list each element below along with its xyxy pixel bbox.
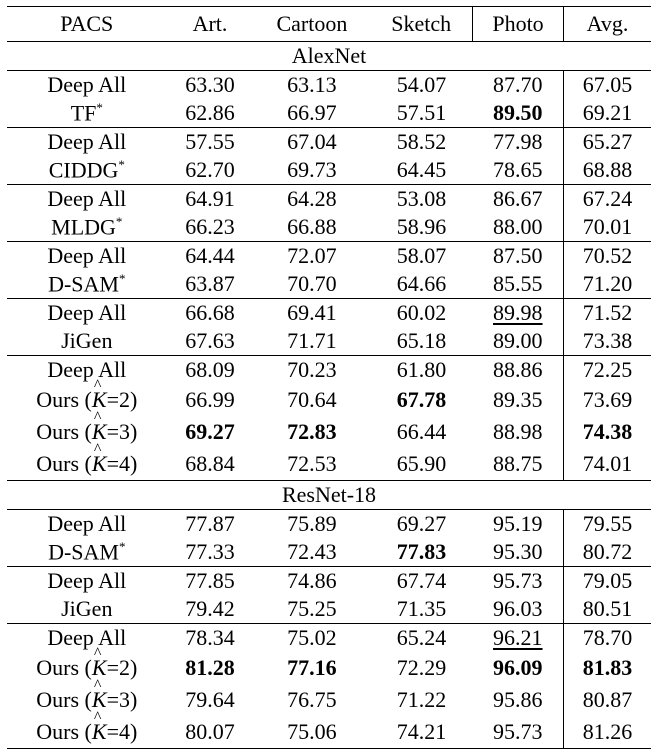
avg-value-text: 81.83 (582, 655, 633, 680)
method-mark: * (118, 538, 126, 554)
cartoon-value: 70.70 (287, 271, 337, 296)
cartoon-value (253, 416, 370, 448)
backbone-row (7, 481, 651, 510)
table-row (7, 99, 651, 128)
k-value: 4 (118, 719, 130, 744)
cartoon-value: 64.28 (253, 185, 370, 214)
art-value: 64.44 (167, 242, 254, 271)
cartoon-value: 69.73 (287, 157, 337, 182)
avg-value: 79.05 (563, 567, 651, 596)
method-name: CIDDG (48, 157, 119, 183)
art-value: 57.55 (167, 128, 254, 157)
method-name: Deep All (47, 625, 127, 650)
art-value: 77.87 (185, 511, 235, 536)
photo-value: 77.98 (473, 128, 564, 157)
sketch-value: 65.18 (396, 328, 447, 353)
cartoon-value: 70.23 (253, 356, 370, 385)
method-cell (7, 567, 167, 596)
photo-value: 96.03 (493, 596, 543, 621)
k-symbol: ^ K (92, 687, 107, 713)
cartoon-value: 69.41 (253, 299, 370, 328)
photo-value: 88.00 (493, 214, 543, 239)
sketch-value: 58.07 (370, 242, 472, 271)
method-cell (7, 99, 167, 128)
photo-value: 95.73 (473, 716, 564, 749)
avg-value: 78.70 (563, 624, 651, 653)
method-cell (7, 242, 167, 271)
method-name: Ours (36, 719, 80, 744)
art-value: 66.68 (167, 299, 254, 328)
photo-value: 95.73 (473, 567, 564, 596)
results-table (7, 6, 651, 749)
method-cell (7, 156, 167, 185)
photo-value (473, 99, 564, 128)
table-row (7, 356, 651, 385)
avg-value: 72.25 (563, 356, 651, 385)
art-value: 78.34 (167, 624, 254, 653)
table-row (7, 327, 651, 356)
avg-value: 81.26 (563, 716, 651, 749)
method-name: D-SAM (48, 539, 119, 565)
avg-value: 79.55 (563, 510, 651, 539)
method-cell: Ours (^ K=3) (7, 684, 167, 716)
avg-value: 69.21 (563, 99, 651, 128)
cartoon-value: 63.13 (287, 72, 337, 97)
header-row (7, 7, 651, 42)
sketch-value: 64.45 (396, 157, 447, 182)
header-art: Art. (167, 7, 254, 42)
k-value: 3 (118, 687, 130, 712)
avg-value: 73.38 (563, 327, 651, 356)
photo-value-text: 89.50 (493, 100, 543, 125)
sketch-value: 60.02 (370, 299, 472, 328)
method-mark: * (96, 99, 103, 115)
avg-value: 70.01 (563, 213, 651, 242)
sketch-value: 64.66 (396, 271, 447, 296)
art-value: 66.23 (185, 214, 235, 239)
art-value: 79.42 (185, 596, 235, 621)
sketch-value: 58.96 (396, 214, 447, 239)
table-row (7, 128, 651, 157)
method-name: Deep All (47, 300, 127, 325)
art-value: 64.91 (167, 185, 254, 214)
table-row (7, 652, 651, 684)
photo-value (473, 652, 564, 684)
avg-value: 80.51 (563, 595, 651, 624)
table-row (7, 716, 651, 749)
method-mark: * (115, 213, 123, 229)
cartoon-value: 74.86 (253, 567, 370, 596)
cartoon-value: 75.02 (253, 624, 370, 653)
photo-value: 95.30 (493, 539, 543, 564)
method-cell (7, 128, 167, 157)
table-row (7, 510, 651, 539)
art-value: 62.86 (185, 100, 235, 125)
method-cell (7, 185, 167, 214)
photo-value: 78.65 (493, 157, 543, 182)
photo-value: 89.00 (493, 328, 543, 353)
sketch-value: 67.74 (370, 567, 472, 596)
photo-value: 95.19 (493, 511, 543, 536)
avg-value: 73.69 (563, 384, 651, 416)
photo-value (473, 624, 564, 653)
method-cell (7, 213, 167, 242)
method-name: Deep All (47, 568, 127, 593)
art-value: 63.30 (185, 72, 235, 97)
k-symbol: ^ K (92, 419, 107, 445)
method-cell (7, 595, 167, 624)
table-row (7, 270, 651, 299)
method-cell (7, 356, 167, 385)
k-symbol: ^ K (92, 387, 107, 413)
table-row (7, 185, 651, 214)
photo-value: 89.35 (493, 387, 543, 412)
table-row (7, 416, 651, 448)
method-name: Deep All (47, 243, 127, 268)
cartoon-value: 72.53 (287, 451, 337, 476)
method-cell: Ours (^ K=2) (7, 652, 167, 684)
art-value (167, 652, 254, 684)
k-value: 2 (118, 655, 130, 680)
avg-value: 68.88 (563, 156, 651, 185)
cartoon-value: 71.71 (287, 328, 337, 353)
k-symbol: ^ K (92, 655, 107, 681)
cartoon-value-text: 72.83 (287, 419, 337, 444)
avg-value (563, 652, 651, 684)
sketch-value: 66.44 (396, 419, 447, 444)
cartoon-value: 76.75 (287, 687, 337, 712)
table-row (7, 384, 651, 416)
method-name: Deep All (47, 186, 127, 211)
art-value: 62.70 (185, 157, 235, 182)
table-row (7, 684, 651, 716)
sketch-value: 53.08 (370, 185, 472, 214)
cartoon-value: 72.43 (287, 539, 337, 564)
table-row (7, 567, 651, 596)
table-row (7, 448, 651, 481)
cartoon-value: 67.04 (253, 128, 370, 157)
photo-value: 87.50 (473, 242, 564, 271)
sketch-value-text: 67.78 (396, 387, 447, 412)
photo-value: 88.86 (473, 356, 564, 385)
backbone-row (7, 42, 651, 71)
header-sketch: Sketch (370, 7, 472, 42)
method-cell (7, 270, 167, 299)
method-name: TF (70, 100, 97, 126)
sketch-value: 61.80 (370, 356, 472, 385)
art-value: 80.07 (167, 716, 254, 749)
method-cell (7, 510, 167, 539)
header-avg: Avg. (563, 7, 651, 42)
table-row (7, 71, 651, 100)
cartoon-value: 66.97 (287, 100, 337, 125)
method-cell (7, 327, 167, 356)
photo-value (473, 299, 564, 328)
k-symbol: ^ K (92, 451, 107, 477)
avg-value: 80.87 (563, 684, 651, 716)
art-value: 63.87 (185, 271, 235, 296)
method-mark: * (118, 156, 125, 172)
table-row (7, 156, 651, 185)
method-name: Ours (36, 419, 80, 444)
avg-value: 71.20 (563, 270, 651, 299)
k-value: 4 (118, 451, 130, 476)
method-name: Ours (36, 655, 80, 680)
avg-value: 70.52 (563, 242, 651, 271)
avg-value-text: 74.38 (582, 419, 633, 444)
header-cartoon: Cartoon (253, 7, 370, 42)
method-mark: * (118, 270, 126, 286)
sketch-value: 72.29 (396, 655, 447, 680)
avg-value: 80.72 (563, 538, 651, 567)
method-name: Ours (36, 387, 80, 412)
art-value: 79.64 (185, 687, 235, 712)
avg-value: 74.01 (563, 448, 651, 481)
cartoon-value (253, 652, 370, 684)
art-value-text: 69.27 (185, 419, 235, 444)
sketch-value: 71.35 (396, 596, 447, 621)
method-name: Ours (36, 687, 80, 712)
sketch-value: 65.90 (396, 451, 447, 476)
cartoon-value: 66.88 (287, 214, 337, 239)
art-value: 77.85 (167, 567, 254, 596)
art-value: 66.99 (185, 387, 235, 412)
method-cell: Ours (^ K=3) (7, 416, 167, 448)
method-name: Deep All (47, 129, 127, 154)
method-cell: Ours (^ K=4) (7, 716, 167, 749)
method-cell (7, 538, 167, 567)
photo-value: 87.70 (493, 72, 543, 97)
avg-value: 65.27 (563, 128, 651, 157)
table-row (7, 624, 651, 653)
method-cell (7, 71, 167, 100)
art-value: 77.33 (185, 539, 235, 564)
photo-value: 88.75 (493, 451, 543, 476)
method-cell (7, 299, 167, 328)
art-value: 67.63 (185, 328, 235, 353)
sketch-value: 74.21 (370, 716, 472, 749)
cartoon-value: 72.07 (253, 242, 370, 271)
cartoon-value: 75.89 (287, 511, 337, 536)
avg-value: 67.05 (563, 71, 651, 100)
sketch-value (370, 384, 472, 416)
method-cell: Ours (^ K=4) (7, 448, 167, 481)
art-value (167, 416, 254, 448)
table-row (7, 242, 651, 271)
photo-value: 86.67 (473, 185, 564, 214)
method-cell: Ours (^ K=2) (7, 384, 167, 416)
method-name: Ours (36, 451, 80, 476)
method-name: Deep All (47, 357, 127, 382)
k-value: 3 (118, 419, 130, 444)
sketch-value: 57.51 (396, 100, 447, 125)
photo-value-text: 89.98 (493, 300, 543, 325)
method-name: Deep All (47, 72, 127, 97)
table-body (7, 42, 651, 749)
method-name: Deep All (47, 511, 127, 536)
photo-value: 95.86 (493, 687, 543, 712)
k-symbol: ^ K (92, 719, 107, 745)
method-name: JiGen (61, 596, 113, 621)
method-name: JiGen (61, 328, 113, 353)
cartoon-value-text: 77.16 (287, 655, 337, 680)
k-value: 2 (118, 387, 130, 412)
sketch-value: 69.27 (396, 511, 447, 536)
art-value: 68.09 (167, 356, 254, 385)
table-row (7, 595, 651, 624)
cartoon-value: 75.06 (253, 716, 370, 749)
header-photo: Photo (473, 7, 564, 42)
sketch-value: 54.07 (396, 72, 447, 97)
sketch-value: 58.52 (370, 128, 472, 157)
table-row (7, 213, 651, 242)
sketch-value (370, 538, 472, 567)
cartoon-value: 75.25 (287, 596, 337, 621)
sketch-value-text: 77.83 (396, 539, 447, 564)
art-value-text: 81.28 (185, 655, 235, 680)
avg-value: 67.24 (563, 185, 651, 214)
cartoon-value: 70.64 (287, 387, 337, 412)
sketch-value: 71.22 (396, 687, 447, 712)
photo-value: 85.55 (493, 271, 543, 296)
method-name: MLDG (51, 214, 116, 240)
method-name: D-SAM (48, 271, 119, 297)
art-value: 68.84 (185, 451, 235, 476)
sketch-value: 65.24 (370, 624, 472, 653)
method-cell (7, 624, 167, 653)
photo-value-text: 96.09 (493, 655, 543, 680)
backbone-label: ResNet-18 (7, 481, 651, 510)
backbone-label: AlexNet (7, 42, 651, 71)
avg-value: 71.52 (563, 299, 651, 328)
avg-value (563, 416, 651, 448)
table-row (7, 538, 651, 567)
photo-value: 88.98 (493, 419, 543, 444)
header-dataset: PACS (7, 7, 167, 42)
table-row (7, 299, 651, 328)
photo-value-text: 96.21 (493, 625, 543, 650)
